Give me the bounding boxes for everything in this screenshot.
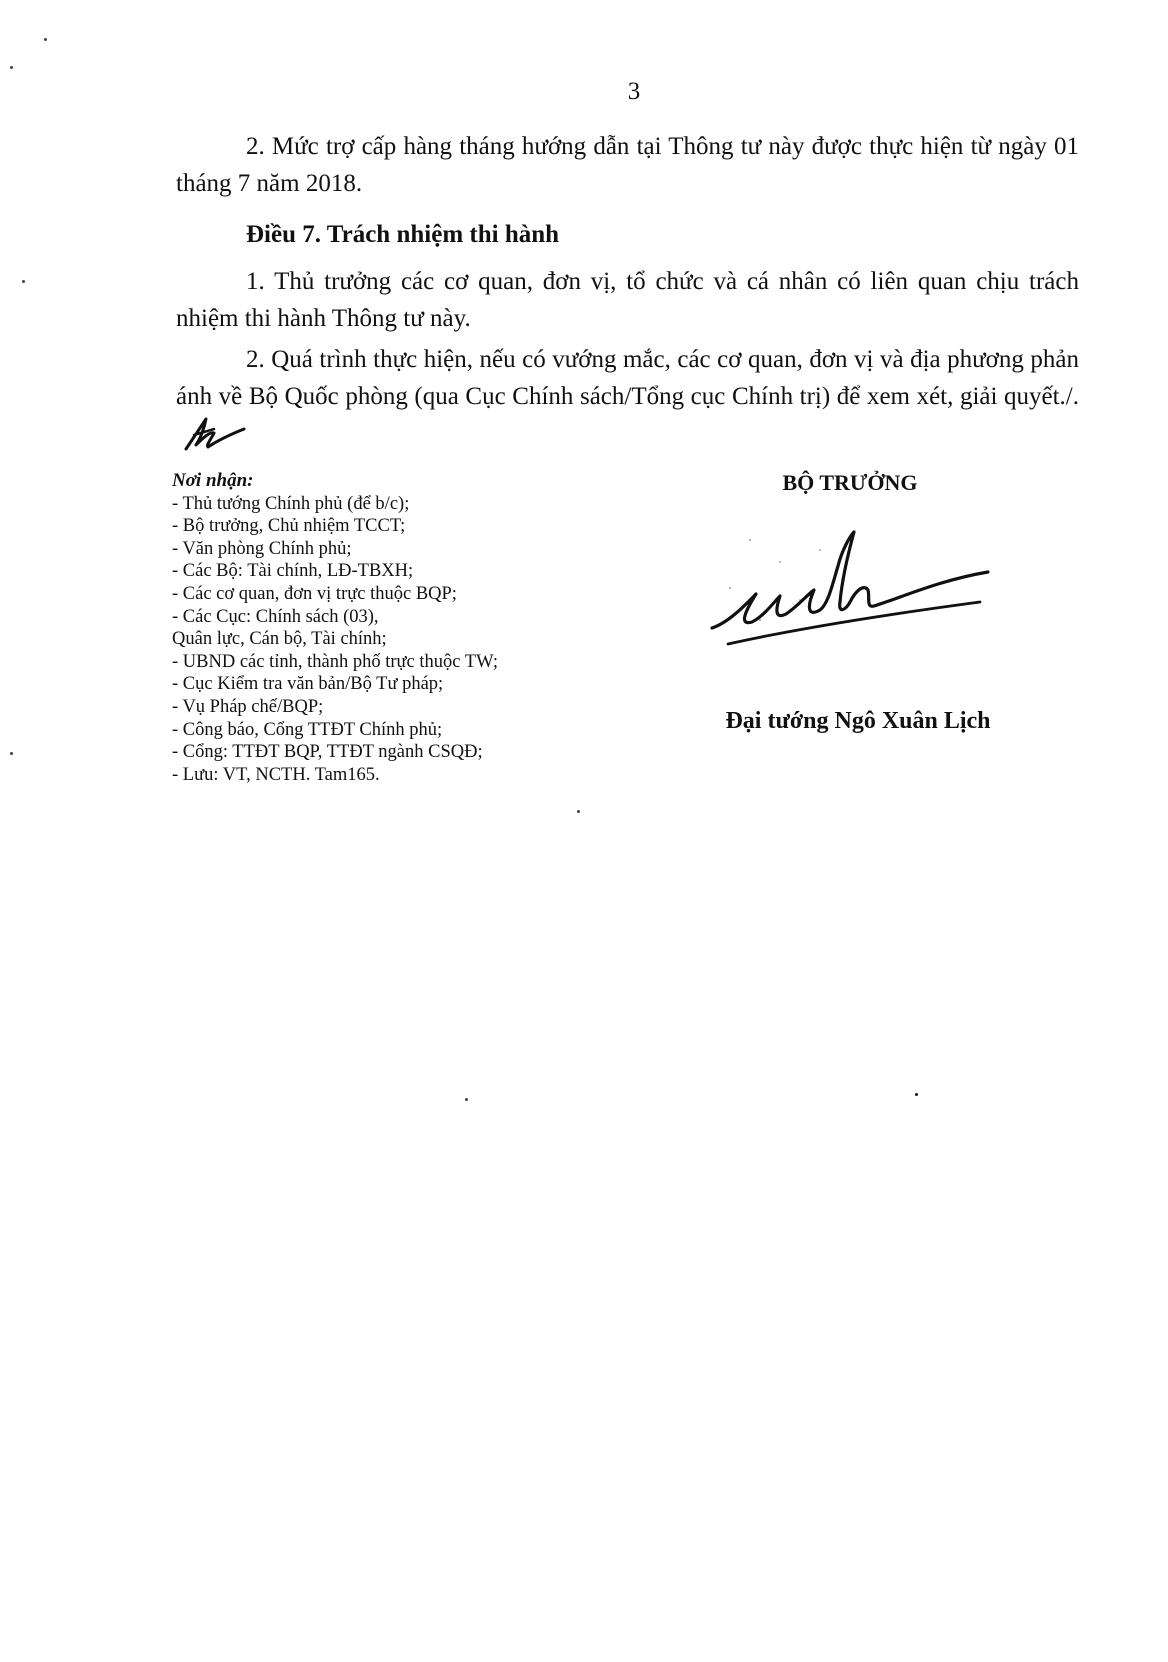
recipient-item: Quân lực, Cán bộ, Tài chính; bbox=[172, 629, 387, 650]
recipient-item: - UBND các tỉnh, thành phố trực thuộc TW; bbox=[172, 651, 498, 672]
document-body bbox=[176, 128, 1079, 455]
signer-title: BỘ TRƯỞNG bbox=[782, 470, 918, 495]
recipient-item: - Công báo, Cổng TTĐT Chính phủ; bbox=[172, 719, 443, 740]
article-paragraph-2 bbox=[176, 341, 1079, 455]
recipient-item: - Lưu: VT, NCTH. Tam165. bbox=[172, 764, 380, 785]
minister-signature bbox=[690, 510, 1080, 670]
signer-name: Đại tướng Ngô Xuân Lịch bbox=[725, 708, 991, 734]
scan-speck bbox=[10, 752, 13, 755]
recipients-title: Nơi nhận: bbox=[172, 470, 254, 491]
scan-speck bbox=[465, 1098, 468, 1101]
recipients-list bbox=[172, 493, 592, 787]
article-heading: Điều 7. Trách nhiệm thi hành bbox=[246, 221, 560, 248]
initial-signature-mark bbox=[180, 415, 250, 455]
scan-speck bbox=[577, 810, 580, 813]
scan-speck bbox=[44, 38, 47, 41]
scan-speck bbox=[22, 280, 25, 283]
article-paragraph-2-text: 2. Quá trình thực hiện, nếu có vướng mắc, các cơ quan, đơn vị và địa phương phản ánh về Bộ Quốc phòng (qua Cục Chính sách/Tổng cục Chính trị) để xem xét, giải quyết./. bbox=[176, 346, 1079, 410]
recipient-item: - Văn phòng Chính phủ; bbox=[172, 538, 352, 559]
recipient-item: - Thủ tướng Chính phủ (để b/c); bbox=[172, 493, 410, 514]
scan-speck bbox=[915, 1093, 918, 1096]
recipient-item: - Cổng: TTĐT BQP, TTĐT ngành CSQĐ; bbox=[172, 742, 483, 763]
paragraph-effective-date: 2. Mức trợ cấp hàng tháng hướng dẫn tại Thông tư này được thực hiện từ ngày 01 tháng 7 năm 2018. bbox=[176, 133, 1079, 197]
article-paragraph-1: 1. Thủ trưởng các cơ quan, đơn vị, tổ chức và cá nhân có liên quan chịu trách nhiệm thi hành Thông tư này. bbox=[176, 268, 1079, 332]
scan-speck bbox=[10, 66, 13, 69]
page-number: 3 bbox=[627, 78, 641, 105]
recipient-item: - Bộ trưởng, Chủ nhiệm TCCT; bbox=[172, 516, 406, 537]
recipient-item: - Các cơ quan, đơn vị trực thuộc BQP; bbox=[172, 583, 457, 604]
recipient-item: - Các Bộ: Tài chính, LĐ-TBXH; bbox=[172, 561, 414, 582]
recipients-block bbox=[172, 470, 592, 786]
recipient-item: - Các Cục: Chính sách (03), bbox=[172, 606, 379, 627]
recipient-item: - Cục Kiểm tra văn bản/Bộ Tư pháp; bbox=[172, 674, 444, 695]
recipient-item: - Vụ Pháp chế/BQP; bbox=[172, 696, 324, 717]
